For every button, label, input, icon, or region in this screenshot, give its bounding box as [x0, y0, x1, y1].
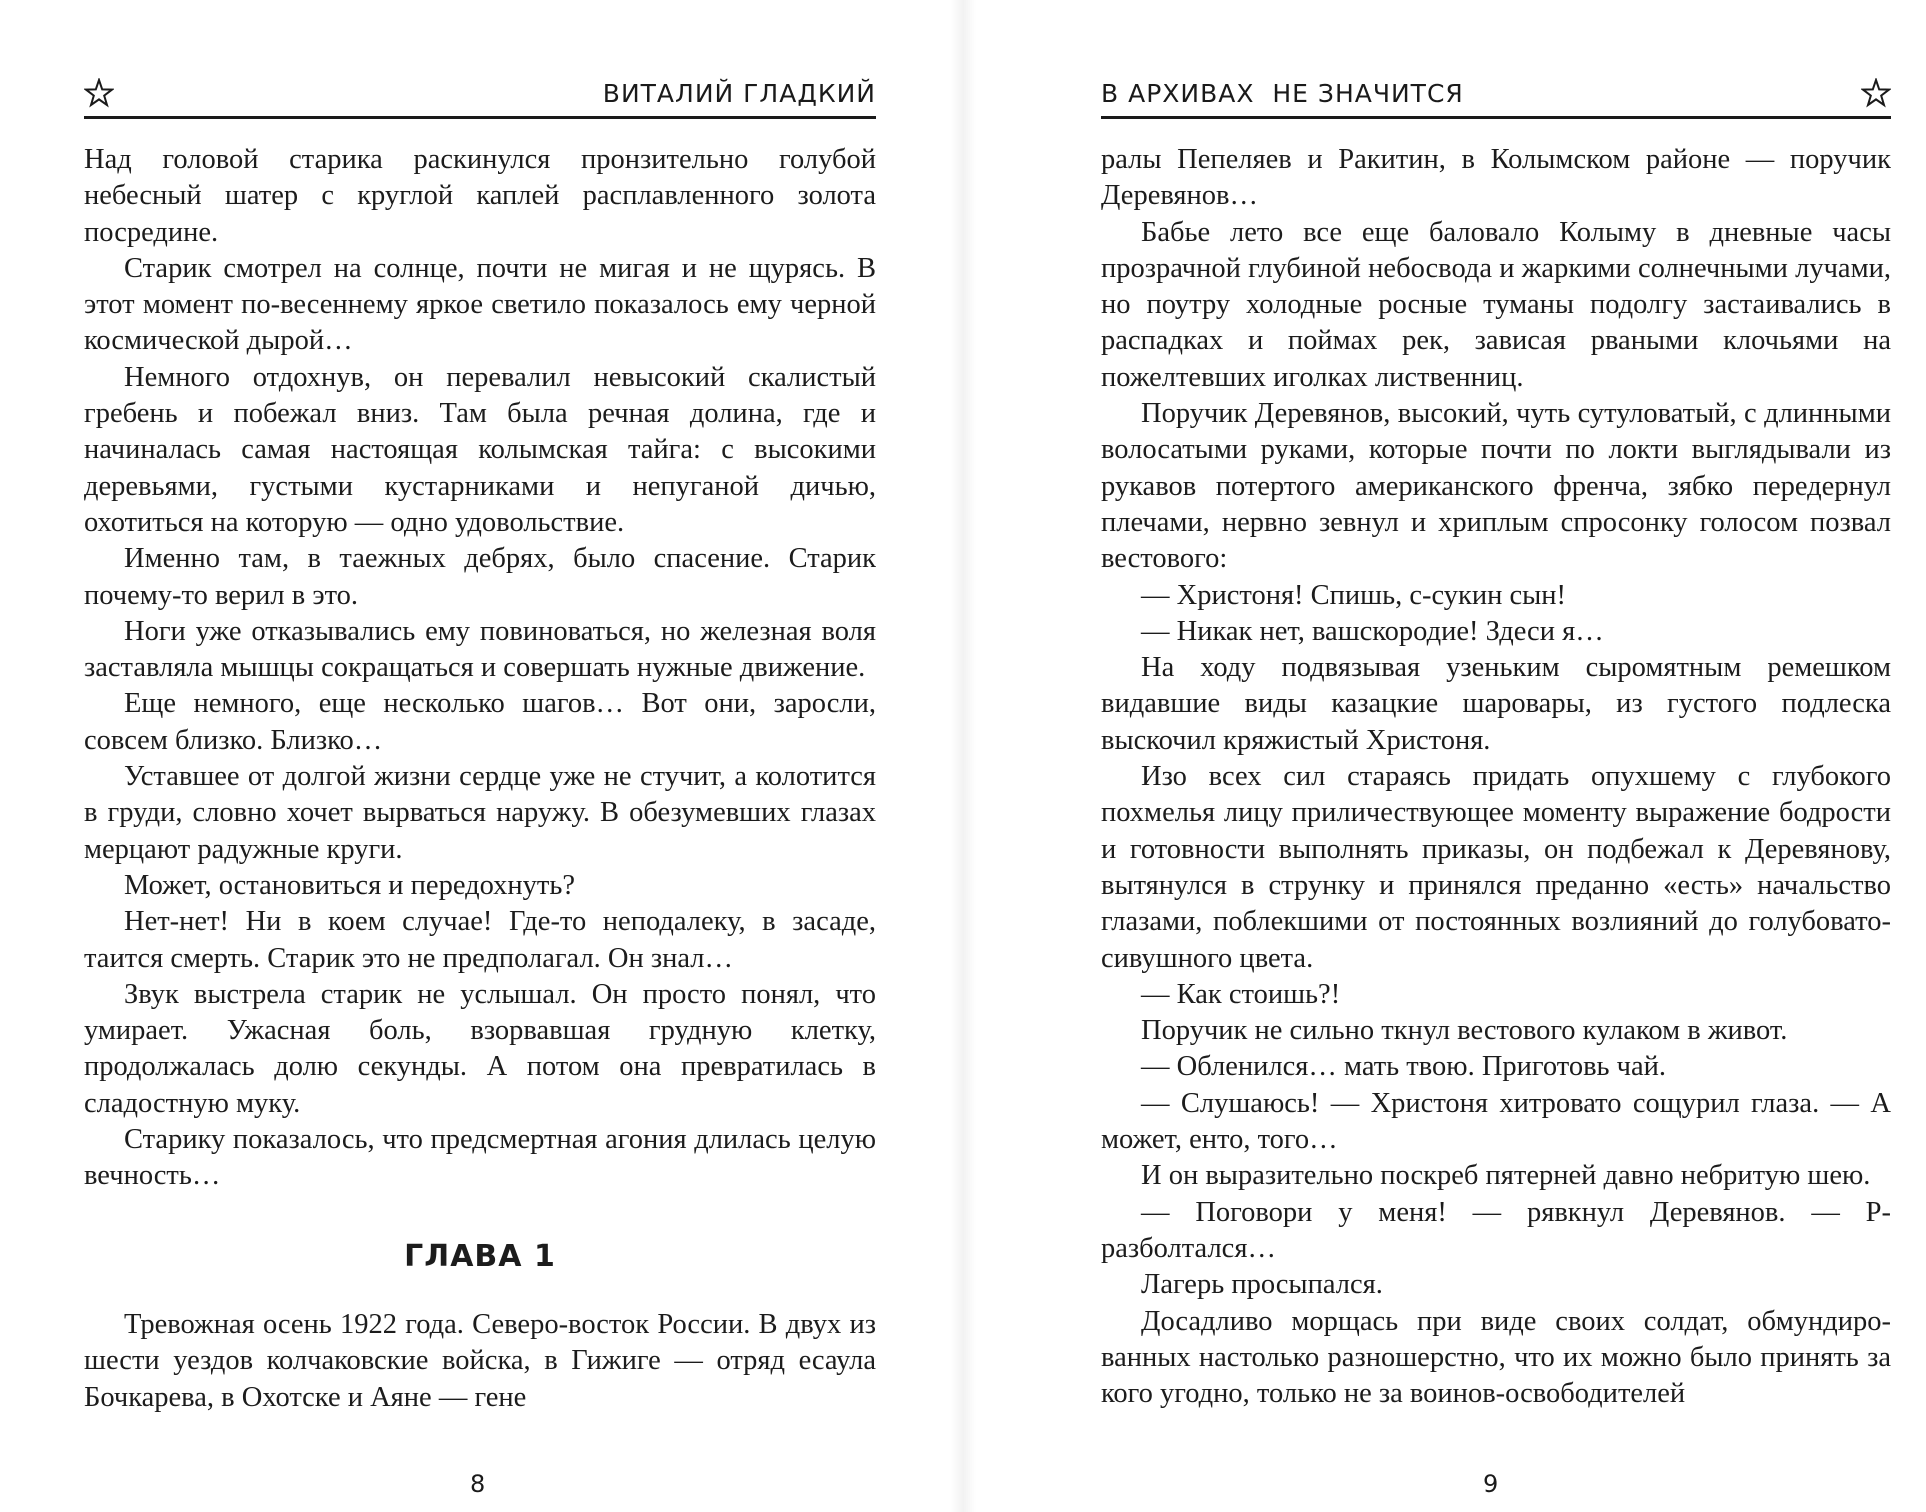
paragraph: Тревожная осень 1922 года. Северо-восток России. В двух из шести уездов колчаковские войска, в Гижиге — отряд есаула Бочкарева, в Охотске и Аяне — гене	[84, 1308, 876, 1413]
paragraph: Еще немного, еще несколько шагов… Вот они, заросли, совсем близко. Близко…	[84, 688, 876, 756]
paragraph: На ходу подвязывая узеньким сыромятным ремешком видавшие виды казацкие шаровары, из густого подлеска выскочил кряжистый Христоня.	[1101, 652, 1891, 756]
page-number-right: 9	[1483, 1470, 1499, 1498]
book-title: В АРХИВАХ НЕ ЗНАЧИТСЯ	[1101, 79, 1464, 108]
page-number-left: 8	[470, 1470, 486, 1498]
paragraph: Именно там, в таежных дебрях, было спасение. Старик почему-то верил в это.	[84, 543, 876, 611]
paragraph: Может, остановиться и передохнуть?	[124, 869, 576, 901]
running-head-left	[84, 66, 876, 119]
paragraph: — Слушаюсь! — Христоня хитровато сощурил глаза. — А может, енто, того…	[1101, 1087, 1891, 1156]
paragraph: Лагерь просыпался.	[1141, 1269, 1383, 1301]
paragraph-continuation: ралы Пепеляев и Ракитин, в Колымском районе — поручик Деревянов…	[1101, 144, 1891, 212]
paragraph: Старик смотрел на солнце, почти не мигая и не щурясь. В этот момент по-весеннему яркое светило показалось ему черной космической дырой…	[84, 252, 876, 357]
paragraph: Немного отдохнув, он перевалил невысокий скалистый гребень и побежал вниз. Там была речная долина, где и начиналась самая настоящая колымская тайга: с высокими деревьями, густыми кустарниками и непуганой дичью, охотиться на которую — одно удовольствие.	[84, 361, 876, 538]
paragraph: Звук выстрела старик не услышал. Он просто понял, что умирает. Ужасная боль, взорвавшая грудную клетку, продолжалась долю секунды. А потом она превратилась в сладостную муку.	[84, 978, 876, 1119]
running-head-right	[1101, 66, 1891, 119]
paragraph: — Как стоишь?!	[1141, 978, 1341, 1010]
paragraph: Изо всех сил стараясь придать опухшему с глубокого похмелья лицу приличествующее моменту выражение бодрости и готовности выполнять приказы, он подбежал к Деревянову, вытянулся в струнку и принялся преданно «есть» начальство глазами, поблекшими от постоянных возлияний до голубовато-сивушного цвета.	[1101, 761, 1891, 974]
paragraph: Уставшее от долгой жизни сердце уже не стучит, а колотится в груди, словно хочет вырваться наружу. В обезумевших глазах мерцают радужные круги.	[84, 761, 876, 865]
paragraph: Над головой старика раскинулся пронзительно голубой небесный шатер с круглой каплей расплавленного золота посредине.	[84, 144, 876, 248]
paragraph: — Поговори у меня! — рявкнул Деревянов. — Р-разболтался…	[1101, 1196, 1891, 1264]
chapter-heading: ГЛАВА 1	[404, 1238, 556, 1274]
paragraph: Ноги уже отказывались ему повиноваться, но железная воля заставляла мышцы сокращаться и совершать нужные движение.	[84, 615, 876, 684]
paragraph: Нет-нет! Ни в коем случае! Где-то неподалеку, в засаде, таится смерть. Старик это не предполагал. Он знал…	[84, 906, 876, 974]
right-page	[963, 0, 1926, 1512]
star-icon	[84, 78, 114, 108]
paragraph: Поручик не сильно ткнул вестового кулаком в живот.	[1141, 1015, 1788, 1047]
author-name: ВИТАЛИЙ ГЛАДКИЙ	[602, 79, 876, 108]
paragraph: Досадливо морщась при виде своих солдат, обмундированных настолько разношерстно, что их можно было принять за кого угодно, только не за воинов-освободителей	[1101, 1305, 1891, 1410]
paragraph: — Обленился… мать твою. Приготовь чай.	[1141, 1051, 1667, 1083]
paragraph: Поручик Деревянов, высокий, чуть сутуловатый, с длинными волосатыми руками, которые почти по локти выглядывали из рукавов потертого американского френча, зябко передернул плечами, нервно зевнул и хриплым спросонку голосом позвал вестового:	[1101, 398, 1891, 575]
paragraph: И он выразительно поскреб пятерней давно небритую шею.	[1141, 1160, 1871, 1192]
paragraph: — Христоня! Спишь, с-сукин сын!	[1141, 579, 1567, 611]
paragraph: — Никак нет, вашскородие! Здеси я…	[1141, 615, 1604, 647]
paragraph: Бабье лето все еще баловало Колыму в дневные часы прозрачной глубиной небосвода и жаркими солнечными лучами, но поутру холодные росные туманы подолгу застаивались в распадках и поймах рек, зависая рваными клочьями на пожелтевших иголках лиственниц.	[1101, 216, 1891, 393]
text-block-left	[84, 142, 876, 1416]
star-icon	[1861, 78, 1891, 108]
text-block-right	[1101, 142, 1891, 1412]
paragraph: Старику показалось, что предсмертная агония длилась целую вечность…	[84, 1124, 876, 1192]
